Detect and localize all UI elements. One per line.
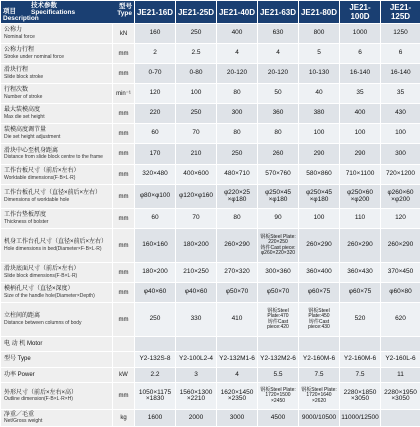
row-description	[1, 104, 113, 124]
spec-cell: 160	[135, 24, 176, 44]
spec-cell: 80	[217, 84, 258, 104]
spec-cell: Y2-160L-6	[381, 352, 420, 368]
spec-cell: φ50×70	[217, 283, 258, 303]
spec-cell: 570×760	[258, 165, 299, 185]
table-row	[1, 64, 420, 84]
description-en: Max die set height	[4, 114, 112, 121]
spec-cell	[176, 337, 217, 352]
spec-cell: 260×290	[381, 229, 420, 263]
spec-cell: 7.5	[340, 368, 381, 383]
spec-cell: 1620×1450 ×2350	[217, 383, 258, 410]
spec-cell: 1000	[340, 24, 381, 44]
spec-cell: φ60×80	[381, 283, 420, 303]
description-en: Size of the handle hole(Diameter×Depth)	[4, 293, 112, 300]
row-description	[1, 368, 113, 383]
model-header: JE21-125D	[381, 1, 420, 24]
table-row	[1, 84, 420, 104]
spec-cell	[135, 337, 176, 352]
description-cn: 净重／毛重	[4, 412, 34, 418]
row-description	[1, 209, 113, 229]
spec-cell: 720×1200	[381, 165, 420, 185]
spec-cell: 100	[299, 209, 340, 229]
row-description	[1, 229, 113, 263]
row-unit	[113, 337, 135, 352]
row-description	[1, 84, 113, 104]
description-en: Die set height adjustment	[4, 134, 112, 141]
description-cn: 机身工作台孔尺寸（直径×前后×左右）	[4, 239, 107, 245]
spec-cell: 400	[340, 104, 381, 124]
spec-cell: φ40×60	[176, 283, 217, 303]
spec-cell: 360×430	[340, 263, 381, 283]
spec-cell: 580×860	[299, 165, 340, 185]
description-en: Distance between columns of body	[4, 320, 112, 327]
spec-cell: φ50×70	[258, 283, 299, 303]
spec-cell: 5.5	[258, 368, 299, 383]
spec-cell: 250	[217, 144, 258, 165]
spec-cell: 210×250	[176, 263, 217, 283]
spec-cell: φ260×60 ×φ200	[381, 185, 420, 209]
spec-cell: 100	[299, 124, 340, 144]
spec-cell: 250	[176, 24, 217, 44]
row-description	[1, 283, 113, 303]
description-en: Outline dimension(F·B×L·R×H)	[4, 396, 112, 403]
spec-cell: 4	[217, 44, 258, 64]
description-en: Dimensions of worktable hole	[4, 197, 112, 204]
spec-cell: 60	[135, 209, 176, 229]
spec-cell: 70	[176, 209, 217, 229]
description-en: Distance from slide block centre to the frame	[4, 154, 112, 161]
row-description	[1, 383, 113, 410]
spec-cell: 2	[135, 44, 176, 64]
table-row	[1, 383, 420, 410]
spec-cell: 710×1100	[340, 165, 381, 185]
spec-cell: 钢板Steel Plate:450 铸件Cast piece:430	[299, 303, 340, 337]
description-cn: 工作台板尺寸（前后×左右）	[4, 168, 80, 174]
spec-cell: 80	[217, 124, 258, 144]
spec-cell: 630	[258, 24, 299, 44]
spec-cell: 100	[340, 124, 381, 144]
description-cn: 滑块底面尺寸（前后×左右）	[4, 266, 80, 272]
corner-header	[1, 1, 135, 24]
spec-cell: 620	[381, 303, 420, 337]
spec-cell	[258, 337, 299, 352]
table-row	[1, 303, 420, 337]
description-en: Slide block stroke	[4, 74, 112, 81]
spec-cell: 360×400	[299, 263, 340, 283]
description-cn: 工作台垫板厚度	[4, 212, 46, 218]
spec-cell	[381, 337, 420, 352]
spec-cell: 40	[299, 84, 340, 104]
spec-cell: 0-70	[135, 64, 176, 84]
spec-cell: 6	[340, 44, 381, 64]
description-cn: 最大装模高度	[4, 107, 40, 113]
spec-cell: 1050×1175 ×1830	[135, 383, 176, 410]
description-cn: 模柄孔尺寸（直径×深度）	[4, 286, 74, 292]
description-cn: 公称力	[4, 27, 22, 33]
spec-cell: 210	[176, 144, 217, 165]
spec-cell	[299, 337, 340, 352]
spec-cell: 100	[381, 124, 420, 144]
description-label: 项目 Description	[3, 8, 39, 22]
spec-cell: 1560×1300 ×2210	[176, 383, 217, 410]
spec-cell: 300	[381, 144, 420, 165]
description-cn: 型号 Type	[4, 356, 31, 362]
row-description	[1, 44, 113, 64]
spec-cell: 100	[176, 84, 217, 104]
spec-cell: φ220×25 ×φ180	[217, 185, 258, 209]
spec-cell: φ250×45 ×φ180	[299, 185, 340, 209]
spec-cell: Y2-160M-6	[340, 352, 381, 368]
row-unit: mm	[113, 64, 135, 84]
description-en: Stroke under nominal force	[4, 54, 112, 61]
spec-cell: 1600	[135, 410, 176, 427]
row-description	[1, 185, 113, 209]
spec-cell: φ40×60	[135, 283, 176, 303]
spec-cell: 360	[258, 104, 299, 124]
row-description	[1, 337, 113, 352]
spec-cell: 10-130	[299, 64, 340, 84]
spec-cell: 9000/10500	[299, 410, 340, 427]
table-row	[1, 124, 420, 144]
spec-cell: 7.5	[299, 368, 340, 383]
spec-cell: Y2-132M1-6	[217, 352, 258, 368]
spec-cell: 20-120	[217, 64, 258, 84]
spec-cell: 钢板Steel Plate:470 铸件Cast piece:420	[258, 303, 299, 337]
spec-cell: 260	[258, 144, 299, 165]
description-en: Thickness of bolster	[4, 219, 112, 226]
spec-cell: 80	[217, 209, 258, 229]
row-unit: mm	[113, 124, 135, 144]
description-cn: 滑块行程	[4, 67, 28, 73]
model-header: JE21-16D	[135, 1, 176, 24]
spec-cell: φ60×75	[299, 283, 340, 303]
spec-cell: Y2-132S-8	[135, 352, 176, 368]
row-description	[1, 144, 113, 165]
spec-cell: 260×290	[340, 229, 381, 263]
spec-cell: 16-140	[340, 64, 381, 84]
spec-cell: 35	[381, 84, 420, 104]
row-unit: mm	[113, 383, 135, 410]
row-description	[1, 64, 113, 84]
description-cn: 功率 Power	[4, 372, 35, 378]
spec-cell: 11000/12500	[340, 410, 381, 427]
spec-cell: 钢板Steel Plate: 1720×1500 ×2450	[258, 383, 299, 410]
table-row	[1, 229, 420, 263]
spec-cell: 2280×1850 ×3050	[340, 383, 381, 410]
description-cn: 装模高度调节量	[4, 127, 46, 133]
spec-cell: 6	[381, 44, 420, 64]
description-cn: 行程次数	[4, 87, 28, 93]
row-unit: mm	[113, 303, 135, 337]
model-header: JE21-100D	[340, 1, 381, 24]
spec-cell: 400	[217, 24, 258, 44]
row-unit: mm	[113, 144, 135, 165]
row-unit: mm	[113, 44, 135, 64]
spec-cell: 钢板Steel Plate: 1720×1640 ×2620	[299, 383, 340, 410]
spec-cell: 4500	[258, 410, 299, 427]
spec-cell: 290	[299, 144, 340, 165]
description-cn: 电 动 机 Motor	[4, 341, 42, 347]
spec-cell: Y2-100L2-4	[176, 352, 217, 368]
table-row	[1, 352, 420, 368]
spec-cell	[381, 410, 420, 427]
spec-cell: φ250×60 ×φ200	[340, 185, 381, 209]
row-unit	[113, 352, 135, 368]
description-cn: 工作台板孔尺寸（直径×前后×左右）	[4, 190, 101, 196]
spec-cell: 250	[176, 104, 217, 124]
row-description	[1, 352, 113, 368]
spec-cell: 80	[258, 124, 299, 144]
spec-cell: 400×600	[176, 165, 217, 185]
spec-cell: φ120×φ160	[176, 185, 217, 209]
spec-cell: 70	[176, 124, 217, 144]
spec-cell: φ250×45 ×φ180	[258, 185, 299, 209]
description-en: Slide block dimensions(F·B×L·R)	[4, 273, 112, 280]
table-row	[1, 24, 420, 44]
description-en: Nominal force	[4, 34, 112, 41]
spec-cell: 520	[340, 303, 381, 337]
spec-cell: 5	[299, 44, 340, 64]
table-row	[1, 263, 420, 283]
spec-cell: 430	[381, 104, 420, 124]
table-row	[1, 144, 420, 165]
spec-cell: 180×200	[135, 263, 176, 283]
spec-cell: Y2-160M-6	[299, 352, 340, 368]
spec-cell: 320×480	[135, 165, 176, 185]
spec-cell	[340, 337, 381, 352]
spec-cell: 270×320	[217, 263, 258, 283]
table-row	[1, 410, 420, 427]
spec-cell: 90	[258, 209, 299, 229]
description-en: Worktable dimensions(F·B×L·R)	[4, 175, 112, 182]
spec-cell: 16-140	[381, 64, 420, 84]
spec-cell: 160×160	[135, 229, 176, 263]
spec-cell: 钢板Steel Plate: 220×250 铸件Cast piece: φ260×220×320	[258, 229, 299, 263]
spec-cell: 0-80	[176, 64, 217, 84]
spec-cell: 220	[135, 104, 176, 124]
spec-cell: 2.5	[176, 44, 217, 64]
spec-cell: 120	[381, 209, 420, 229]
row-description	[1, 165, 113, 185]
spec-cell: 380	[299, 104, 340, 124]
description-cn: 外形尺寸（前后×左右×高）	[4, 390, 77, 396]
table-row	[1, 104, 420, 124]
description-en: Net/Gross weight	[4, 418, 112, 425]
spec-cell: 3	[176, 368, 217, 383]
spec-cell: 1250	[381, 24, 420, 44]
spec-cell	[217, 337, 258, 352]
table-row	[1, 368, 420, 383]
spec-cell: 110	[340, 209, 381, 229]
table-row	[1, 209, 420, 229]
model-header: JE21-25D	[176, 1, 217, 24]
description-cn: 立柱间的距离	[4, 313, 40, 319]
spec-cell: Y2-132M2-6	[258, 352, 299, 368]
row-description	[1, 303, 113, 337]
row-unit: mm	[113, 165, 135, 185]
spec-cell: 2280×1950 ×3050	[381, 383, 420, 410]
spec-cell: 370×450	[381, 263, 420, 283]
table-row	[1, 165, 420, 185]
table-row	[1, 185, 420, 209]
spec-cell: 480×710	[217, 165, 258, 185]
table-row	[1, 44, 420, 64]
row-description	[1, 24, 113, 44]
spec-cell: 290	[340, 144, 381, 165]
specifications-label: 技术参数 Specifications	[31, 2, 75, 16]
row-description	[1, 124, 113, 144]
spec-cell: 3000	[217, 410, 258, 427]
type-label: 型号 Type	[117, 3, 132, 17]
spec-cell: 300×360	[258, 263, 299, 283]
row-unit: mm	[113, 104, 135, 124]
spec-cell: 11	[381, 368, 420, 383]
row-description	[1, 263, 113, 283]
spec-cell: 800	[299, 24, 340, 44]
spec-cell: 180×200	[176, 229, 217, 263]
description-en: Hole dimensions in bed(Diameter×F·B×L·R)	[4, 246, 112, 253]
row-unit: mm	[113, 209, 135, 229]
model-header: JE21-80D	[299, 1, 340, 24]
row-unit: mm	[113, 263, 135, 283]
spec-cell: 260×290	[217, 229, 258, 263]
row-unit: mm	[113, 283, 135, 303]
table-row	[1, 337, 420, 352]
row-unit: mm	[113, 185, 135, 209]
spec-cell: 2000	[176, 410, 217, 427]
spec-cell: 50	[258, 84, 299, 104]
spec-cell: 330	[176, 303, 217, 337]
description-cn: 滑块中心至机身距离	[4, 148, 58, 154]
spec-cell: 300	[217, 104, 258, 124]
spec-cell: 260×290	[299, 229, 340, 263]
spec-cell: φ60×75	[340, 283, 381, 303]
spec-cell: 120	[135, 84, 176, 104]
description-cn: 公称力行程	[4, 47, 34, 53]
model-header: JE21-40D	[217, 1, 258, 24]
spec-cell: φ80×φ100	[135, 185, 176, 209]
row-unit: mm	[113, 229, 135, 263]
row-unit: min⁻¹	[113, 84, 135, 104]
description-en: Number of stroke	[4, 94, 112, 101]
row-unit: kg	[113, 410, 135, 427]
table-row	[1, 283, 420, 303]
spec-cell: 4	[217, 368, 258, 383]
spec-cell: 4	[258, 44, 299, 64]
row-description	[1, 410, 113, 427]
spec-cell: 60	[135, 124, 176, 144]
row-unit: kN	[113, 24, 135, 44]
spec-cell: 170	[135, 144, 176, 165]
spec-cell: 20-120	[258, 64, 299, 84]
spec-cell: 2.2	[135, 368, 176, 383]
row-unit: kW	[113, 368, 135, 383]
spec-cell: 35	[340, 84, 381, 104]
spec-cell: 410	[217, 303, 258, 337]
spec-cell: 250	[135, 303, 176, 337]
model-header: JE21-63D	[258, 1, 299, 24]
